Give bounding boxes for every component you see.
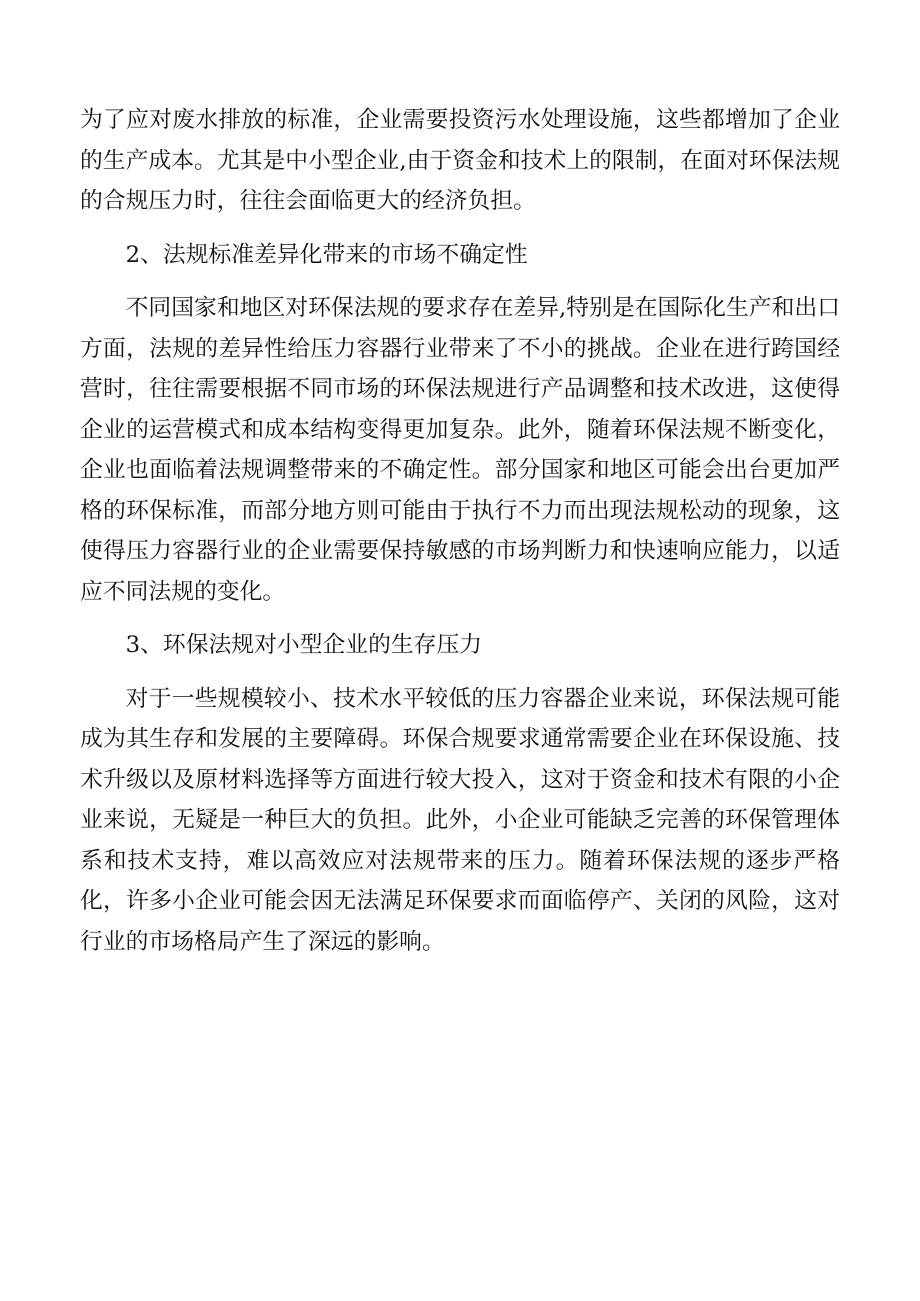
paragraph-regulation-differences: 不同国家和地区对环保法规的要求存在差异,特别是在国际化生产和出口方面，法规的差异性给压力容器行业带来了不小的挑战。企业在进行跨国经营时，往往需要根据不同市场的环保法规进行产品调整和技术改进，这使得企业的运营模式和成本结构变得更加复杂。此外，随着环保法规不断变化，企业也面临着法规调整带来的不确定性。部分国家和地区可能会出台更加严格的环保标准，而部分地方则可能由于执行不力而出现法规松动的现象，这使得压力容器行业的企业需要保持敏感的市场判断力和快速响应能力，以适应不同法规的变化。 <box>80 295 840 605</box>
section-heading-2: 2、法规标准差异化带来的市场不确定性 <box>125 241 528 268</box>
paragraph-continuation: 为了应对废水排放的标准，企业需要投资污水处理设施，这些都增加了企业的生产成本。尤其是中小型企业,由于资金和技术上的限制，在面对环保法规的合规压力时，往往会面临更大的经济负担。 <box>80 107 840 214</box>
document-page <box>80 100 840 975</box>
section-heading-3: 3、环保法规对小型企业的生存压力 <box>125 632 483 658</box>
paragraph-small-enterprise-pressure: 对于一些规模较小、技术水平较低的压力容器企业来说，环保法规可能成为其生存和发展的主要障碍。环保合规要求通常需要企业在环保设施、技术升级以及原材料选择等方面进行较大投入，这对于资金和技术有限的小企业来说，无疑是一种巨大的负担。此外，小企业可能缺乏完善的环保管理体系和技术支持，难以高效应对法规带来的压力。随着环保法规的逐步严格化，许多小企业可能会因无法满足环保要求而面临停产、关闭的风险，这对行业的市场格局产生了深远的影响。 <box>80 685 840 955</box>
